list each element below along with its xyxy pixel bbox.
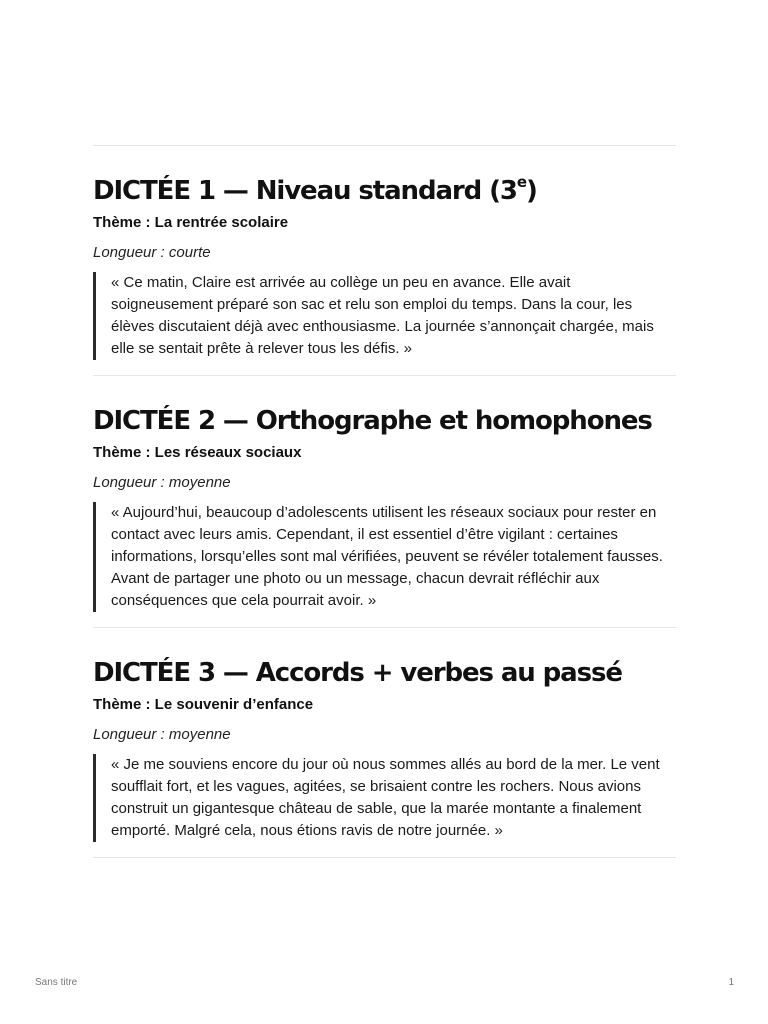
dictee-2-section — [93, 406, 676, 612]
dictee-2-title: DICTÉE 2 — Orthographe et homophones — [93, 406, 652, 436]
divider — [93, 375, 676, 376]
dictee-2-theme: Thème : Les réseaux sociaux — [93, 444, 302, 461]
dictee-1-text: « Ce matin, Claire est arrivée au collège un peu en avance. Elle avait soigneusement préparé son sac et relu son emploi du temps. Dans la cour, les élèves discutaient déjà avec enthousiasme. La journée s’annonçait chargée, mais elle se sentait prête à relever tous les défis. » — [93, 272, 676, 360]
footer-doc-title: Sans titre — [35, 977, 78, 988]
divider — [93, 627, 676, 628]
dictee-3-length: Longueur : moyenne — [93, 726, 231, 743]
dictee-1-theme: Thème : La rentrée scolaire — [93, 214, 289, 231]
dictee-2-length: Longueur : moyenne — [93, 474, 231, 491]
dictee-1-title: DICTÉE 1 — Niveau standard (3e) — [93, 173, 537, 206]
dictee-2-text: « Aujourd’hui, beaucoup d’adolescents utilisent les réseaux sociaux pour rester en contact avec leurs amis. Cependant, il est essentiel d’être vigilant : certaines informations, lorsqu’elles sont mal vérifiées, peuvent se révéler totalement fausses. Avant de partager une photo ou un message, chacun devrait réfléchir aux conséquences que cela pourrait avoir. » — [93, 502, 676, 612]
dictee-3-title: DICTÉE 3 — Accords + verbes au passé — [93, 658, 622, 688]
footer-page-number: 1 — [728, 977, 734, 988]
divider — [93, 145, 676, 146]
dictee-3-theme: Thème : Le souvenir d’enfance — [93, 696, 314, 713]
divider — [93, 857, 676, 858]
document-body — [93, 145, 676, 858]
dictee-1-section — [93, 173, 676, 360]
dictee-3-text: « Je me souviens encore du jour où nous sommes allés au bord de la mer. Le vent soufflait fort, et les vagues, agitées, se brisaient contre les rochers. Nous avions construit un gigantesque château de sable, que la marée montante a finalement emporté. Malgré cela, nous étions ravis de notre journée. » — [93, 754, 676, 842]
dictee-1-length: Longueur : courte — [93, 244, 211, 261]
dictee-3-section — [93, 658, 676, 842]
